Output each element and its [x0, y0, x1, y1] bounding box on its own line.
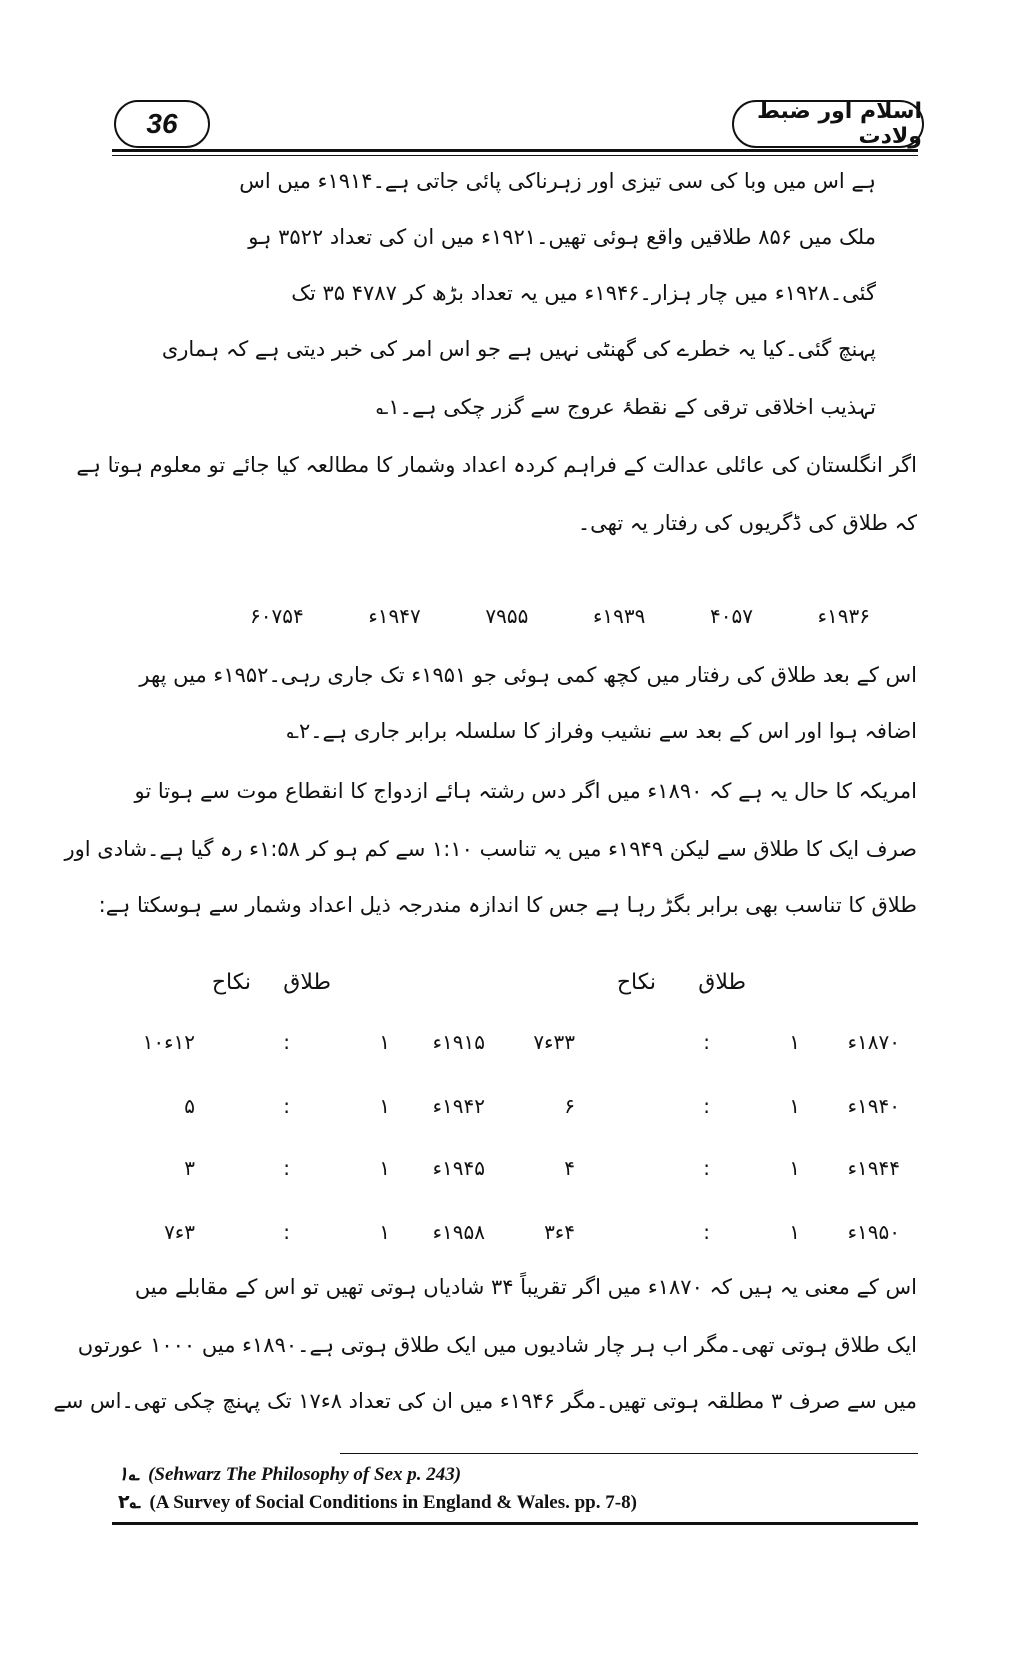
table-cell: ۱	[789, 1030, 800, 1054]
footnote-text: (Sehwarz The Philosophy of Sex p. 243)	[148, 1464, 462, 1485]
footnote	[118, 1463, 461, 1486]
table-cell: ۱	[789, 1220, 800, 1244]
table-header: طلاق	[698, 970, 746, 995]
table-cell: :	[283, 1030, 290, 1054]
table-cell: ۵	[184, 1094, 195, 1118]
year-value: ۱۹۴۷ء	[368, 604, 421, 628]
table-cell: ۴ء۳	[544, 1220, 575, 1244]
body-line: اگر انگلستان کی عائلی عدالت کے فراہم کردہ اعداد وشمار کا مطالعہ کیا جائے تو معلوم ہوتا ہے	[76, 453, 917, 477]
table-cell: :	[703, 1030, 710, 1054]
table-cell: ۱	[379, 1156, 390, 1180]
table-cell: ۱۲ء۱۰	[142, 1030, 195, 1054]
count-value: ۶۰۷۵۴	[250, 604, 304, 628]
quote-line: تہذیب اخلاقی ترقی کے نقطۂ عروج سے گزر چکی ہے۔۱؎	[376, 395, 876, 419]
table-cell: ۱۹۵۸ء	[432, 1220, 485, 1244]
footnote	[118, 1491, 637, 1514]
divorce-figures-row	[250, 604, 870, 628]
count-value: ۷۹۵۵	[485, 604, 529, 628]
table-cell: ۳ء۷	[164, 1220, 195, 1244]
table-cell: ۱۹۴۴ء	[847, 1156, 900, 1180]
table-row	[160, 1220, 900, 1256]
body-line: اس کے معنی یہ ہیں کہ ۱۸۷۰ء میں اگر تقریباً ۳۴ شادیاں ہوتی تھیں تو اس کے مقابلے میں	[134, 1275, 917, 1299]
table-header: نکاح	[616, 970, 656, 995]
body-line: صرف ایک کا طلاق سے لیکن ۱۹۴۹ء میں یہ تناسب ۱:۱۰ سے کم ہو کر ۱:۵۸ء رہ گیا ہے۔شادی اور	[64, 837, 917, 861]
bottom-rule	[112, 1522, 918, 1525]
table-cell: ۱۹۴۲ء	[432, 1094, 485, 1118]
table-row	[142, 1030, 900, 1066]
table-cell: ۱۹۱۵ء	[432, 1030, 485, 1054]
quote-line: ملک میں ۸۵۶ طلاقیں واقع ہوئی تھیں۔۱۹۲۱ء میں ان کی تعداد ۳۵۲۲ ہو	[248, 225, 876, 249]
table-cell: ۳	[184, 1156, 195, 1180]
page-number-badge	[114, 100, 210, 148]
quote-line: گئی۔۱۹۲۸ء میں چار ہزار۔۱۹۴۶ء میں یہ تعداد بڑھ کر ۴۷۸۷ ۳۵ تک	[291, 281, 876, 305]
table-cell: :	[283, 1094, 290, 1118]
body-line: اضافہ ہوا اور اس کے بعد سے نشیب وفراز کا سلسلہ برابر جاری ہے۔۲؎	[286, 719, 917, 743]
table-row	[160, 1156, 900, 1192]
body-line: ایک طلاق ہوتی تھی۔مگر اب ہر چار شادیوں میں ایک طلاق ہوتی ہے۔۱۸۹۰ء میں ۱۰۰۰ عورتوں	[77, 1333, 917, 1357]
body-line: کہ طلاق کی ڈگریوں کی رفتار یہ تھی۔	[577, 511, 917, 535]
quote-line: پہنچ گئی۔کیا یہ خطرے کی گھنٹی نہیں ہے جو اس امر کی خبر دیتی ہے کہ ہماری	[161, 337, 876, 361]
running-title: اسلام اور ضبط ولادت	[757, 99, 922, 149]
body-line: میں سے صرف ۳ مطلقہ ہوتی تھیں۔مگر ۱۹۴۶ء میں ان کی تعداد ۸ء۱۷ تک پہنچ چکی تھی۔اس سے	[53, 1389, 917, 1413]
table-cell: ۶	[564, 1094, 575, 1118]
footnote-text: (A Survey of Social Conditions in England & Wales. pp. 7-8)	[149, 1492, 637, 1513]
table-header: نکاح	[211, 970, 251, 995]
table-cell: :	[703, 1156, 710, 1180]
body-line: طلاق کا تناسب بھی برابر بگڑ رہا ہے جس کا اندازہ مندرجہ ذیل اعداد وشمار سے ہوسکتا ہے:	[98, 893, 917, 917]
table-cell: :	[703, 1094, 710, 1118]
table-cell: :	[703, 1220, 710, 1244]
table-cell: ۱۹۴۵ء	[432, 1156, 485, 1180]
page-number: 36	[146, 108, 178, 139]
count-value: ۴۰۵۷	[710, 604, 753, 628]
footnote-marker: ۱؎	[118, 1463, 140, 1485]
header-rule	[112, 149, 918, 152]
running-title-badge	[732, 100, 924, 148]
table-cell: ۳۳ء۷	[533, 1030, 575, 1054]
quote-line: ہے اس میں وبا کی سی تیزی اور زہرناکی پائی جاتی ہے۔۱۹۱۴ء میں اس	[239, 169, 876, 193]
year-value: ۱۹۳۹ء	[593, 604, 646, 628]
body-line: امریکہ کا حال یہ ہے کہ ۱۸۹۰ء میں اگر دس رشتہ ہائے ازدواج کا انقطاع موت سے ہوتا تو	[134, 779, 917, 803]
table-cell: ۱	[789, 1094, 800, 1118]
body-line: اس کے بعد طلاق کی رفتار میں کچھ کمی ہوئی جو ۱۹۵۱ء تک جاری رہی۔۱۹۵۲ء میں پھر	[139, 663, 917, 687]
table-cell: ۱	[379, 1094, 390, 1118]
table-cell: ۱۸۷۰ء	[847, 1030, 900, 1054]
footnote-marker: ۲؎	[118, 1491, 141, 1513]
table-cell: ۱	[789, 1156, 800, 1180]
table-cell: ۱	[379, 1220, 390, 1244]
footnote-separator	[340, 1453, 918, 1454]
table-cell: :	[283, 1220, 290, 1244]
table-cell: ۱۹۵۰ء	[847, 1220, 900, 1244]
table-cell: ۱۹۴۰ء	[847, 1094, 900, 1118]
table-cell: ۴	[564, 1156, 575, 1180]
table-cell: :	[283, 1156, 290, 1180]
year-value: ۱۹۳۶ء	[817, 604, 870, 628]
table-row	[160, 1094, 900, 1130]
table-cell: ۱	[379, 1030, 390, 1054]
header-rule-thin	[112, 155, 918, 156]
table-header: طلاق	[283, 970, 331, 995]
